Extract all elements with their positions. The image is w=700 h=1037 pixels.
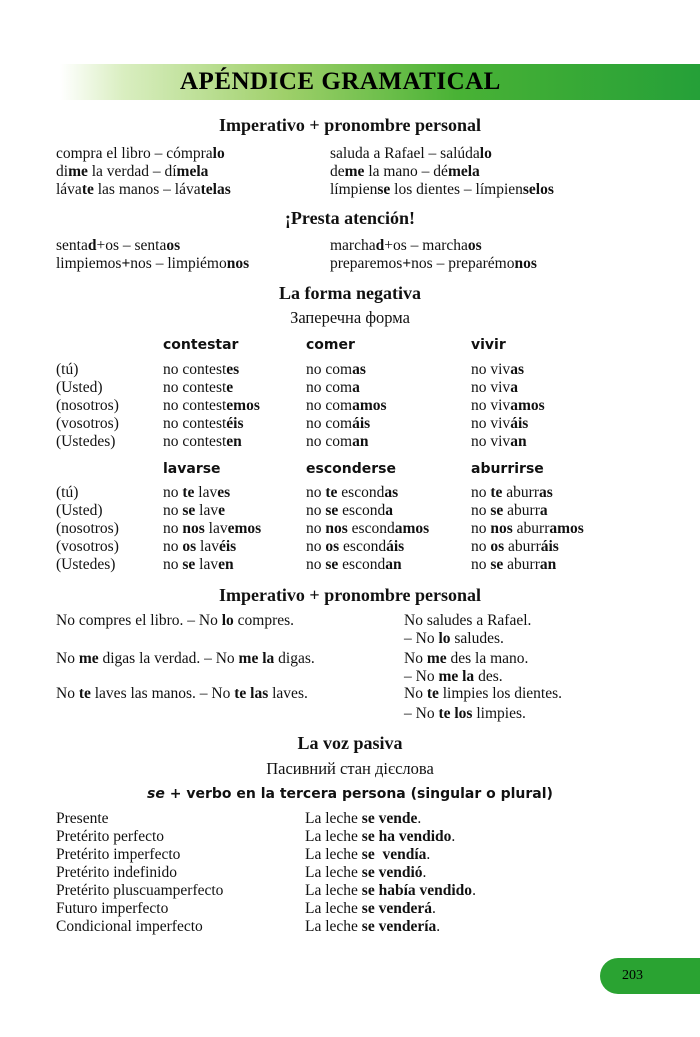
conjugation: no contesten — [163, 433, 242, 450]
pronoun-label: (Usted) — [56, 379, 103, 396]
conjugation: no contestemos — [163, 397, 260, 414]
example-line: No me des la mano. — [404, 650, 529, 667]
pronoun-label: (nosotros) — [56, 397, 119, 414]
section-negativa-subtitle: Заперечна форма — [290, 308, 410, 327]
example-line: deme la mano – démela — [330, 163, 480, 180]
section-voz-pasiva-title: La voz pasiva — [297, 733, 403, 753]
conjugation: no nos lavemos — [163, 520, 262, 537]
example-line: No compres el libro. – No lo compres. — [56, 612, 295, 629]
pronoun-label: (Ustedes) — [56, 433, 116, 450]
pronoun-label: (Usted) — [56, 502, 103, 519]
conjugation: no comáis — [306, 415, 371, 432]
conjugation: no comamos — [306, 397, 387, 414]
passive-example: La leche se vendería. — [305, 918, 441, 935]
conjugation: no coma — [306, 379, 360, 396]
example-line: saluda a Rafael – salúdalo — [330, 145, 492, 162]
example-line: No te limpies los dientes. — [404, 685, 563, 702]
passive-example: La leche se ha vendido. — [305, 828, 456, 845]
conjugation: no te aburras — [471, 484, 553, 501]
conjugation: no os escondáis — [306, 538, 405, 555]
example-line: lávate las manos – lávatelas — [56, 181, 231, 198]
tense-label: Pretérito indefinido — [56, 864, 177, 881]
conjugation: no viváis — [471, 415, 529, 432]
conjugation: no se laven — [163, 556, 234, 573]
section-voz-pasiva-subtitle: Пасивний стан дієслова — [266, 759, 434, 778]
column-header: comer — [306, 337, 355, 353]
pronoun-label: (Ustedes) — [56, 556, 116, 573]
conjugation: no se lave — [163, 502, 225, 519]
page-title: APÉNDICE GRAMATICAL — [180, 68, 501, 95]
section-imperativo-negativo-title: Imperativo + pronombre personal — [218, 585, 482, 605]
example-line: – No te los limpies. — [404, 705, 526, 722]
example-line: No te laves las manos. – No te las laves. — [56, 685, 308, 702]
conjugation: no te laves — [163, 484, 231, 501]
example-line: No saludes a Rafael. — [404, 612, 532, 629]
example-line: límpiense los dientes – límpienselos — [330, 181, 554, 198]
passive-rule: se + verbo en la tercera persona (singular o plural) — [147, 786, 553, 802]
passive-example: La leche se vende. — [305, 810, 422, 827]
column-header: esconderse — [306, 461, 396, 477]
example-line: – No lo saludes. — [404, 630, 504, 647]
passive-example: La leche se venderá. — [305, 900, 436, 917]
section-atencion-title: ¡Presta atención! — [284, 208, 416, 228]
example-line: No me digas la verdad. – No me la digas. — [56, 650, 315, 667]
page-number: 203 — [622, 968, 643, 983]
column-header: aburrirse — [471, 461, 544, 477]
example-line: marchad+os – marchaos — [330, 237, 482, 254]
example-line: – No me la des. — [404, 668, 503, 685]
passive-example: La leche se vendía. — [305, 846, 431, 863]
conjugation: no se escondan — [306, 556, 402, 573]
conjugation: no os aburráis — [471, 538, 559, 555]
conjugation: no coman — [306, 433, 369, 450]
conjugation: no nos escondamos — [306, 520, 430, 537]
conjugation: no se aburra — [471, 502, 548, 519]
column-header: lavarse — [163, 461, 221, 477]
tense-label: Futuro imperfecto — [56, 900, 169, 917]
example-line: preparemos+nos – preparémonos — [330, 255, 537, 272]
pronoun-label: (nosotros) — [56, 520, 119, 537]
section-negativa-title: La forma negativa — [279, 283, 421, 303]
column-header: contestar — [163, 337, 239, 353]
example-line: sentad+os – sentaos — [56, 237, 181, 254]
pronoun-label: (vosotros) — [56, 538, 119, 555]
passive-example: La leche se vendió. — [305, 864, 427, 881]
example-line: limpiemos+nos – limpiémonos — [56, 255, 250, 272]
tense-label: Condicional imperfecto — [56, 918, 203, 935]
tense-label: Pretérito pluscuamperfecto — [56, 882, 224, 899]
tense-label: Pretérito imperfecto — [56, 846, 181, 863]
pronoun-label: (tú) — [56, 361, 79, 378]
conjugation: no nos aburramos — [471, 520, 584, 537]
pronoun-label: (tú) — [56, 484, 79, 501]
conjugation: no te escondas — [306, 484, 399, 501]
tense-label: Pretérito perfecto — [56, 828, 165, 845]
example-line: compra el libro – cómpralo — [56, 145, 225, 162]
tense-label: Presente — [56, 810, 109, 827]
conjugation: no contestes — [163, 361, 240, 378]
conjugation: no vivas — [471, 361, 524, 378]
page-number-tab — [600, 958, 700, 994]
conjugation: no os lavéis — [163, 538, 237, 555]
conjugation: no viva — [471, 379, 518, 396]
example-line: dime la verdad – dímela — [56, 163, 209, 180]
conjugation: no conteste — [163, 379, 234, 396]
conjugation: no se esconda — [306, 502, 393, 519]
conjugation: no vivan — [471, 433, 527, 450]
section-imperativo-title: Imperativo + pronombre personal — [218, 115, 482, 135]
passive-example: La leche se había vendido. — [305, 882, 476, 899]
conjugation: no comas — [306, 361, 366, 378]
conjugation: no se aburran — [471, 556, 557, 573]
column-header: vivir — [471, 337, 506, 353]
conjugation: no vivamos — [471, 397, 545, 414]
pronoun-label: (vosotros) — [56, 415, 119, 432]
conjugation: no contestéis — [163, 415, 244, 432]
